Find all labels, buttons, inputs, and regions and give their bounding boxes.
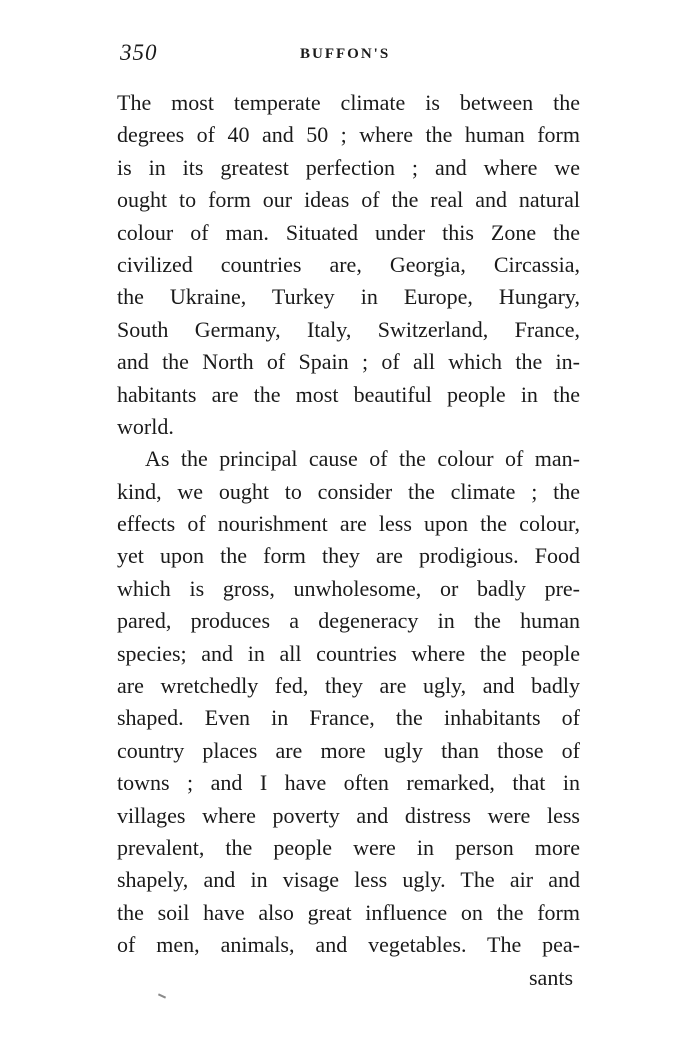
text-line: species; and in all countries where the people — [117, 640, 580, 666]
page-number: 350 — [120, 40, 158, 65]
text-line: towns ; and I have often remarked, that in — [117, 770, 580, 796]
text-line: the Ukraine, Turkey in Europe, Hungary, — [117, 284, 580, 310]
running-head: BUFFON'S — [300, 46, 391, 62]
catchword: sants — [529, 965, 573, 990]
text-line: pared, produces a degeneracy in the human — [117, 608, 580, 634]
text-line: South Germany, Italy, Switzerland, France, — [117, 316, 580, 342]
text-line: colour of man. Situated under this Zone the — [117, 219, 580, 245]
text-line: ought to form our ideas of the real and natural — [117, 187, 580, 213]
paragraph-2 — [117, 443, 580, 961]
margin-mark — [158, 993, 166, 998]
text-line: yet upon the form they are prodigious. Food — [117, 543, 580, 569]
text-line: of men, animals, and vegetables. The pea- — [117, 932, 580, 958]
text-line: prevalent, the people were in person more — [117, 834, 580, 860]
text-line: the soil have also great influence on the form — [117, 899, 580, 925]
paragraph-1 — [117, 87, 580, 443]
text-line: are wretchedly fed, they are ugly, and badly — [117, 673, 580, 699]
text-line: kind, we ought to consider the climate ; the — [117, 478, 580, 504]
text-line: habitants are the most beautiful people in the — [117, 381, 580, 407]
text-line: shaped. Even in France, the inhabitants of — [117, 705, 580, 731]
text-line: degrees of 40 and 50 ; where the human form — [117, 122, 580, 148]
text-line: As the principal cause of the colour of man- — [145, 446, 580, 472]
text-line: country places are more ugly than those of — [117, 737, 580, 763]
text-line: world. — [117, 413, 174, 439]
text-line: effects of nourishment are less upon the colour, — [117, 511, 580, 537]
text-line: civilized countries are, Georgia, Circassia, — [117, 251, 580, 277]
text-line: villages where poverty and distress were less — [117, 802, 580, 828]
text-line: and the North of Spain ; of all which the in- — [117, 349, 580, 375]
text-line: which is gross, unwholesome, or badly pre- — [117, 575, 580, 601]
text-line: shapely, and in visage less ugly. The air and — [117, 867, 580, 893]
text-line: The most temperate climate is between the — [117, 90, 580, 115]
body-text — [117, 87, 580, 962]
text-line: is in its greatest perfection ; and where we — [117, 154, 580, 180]
